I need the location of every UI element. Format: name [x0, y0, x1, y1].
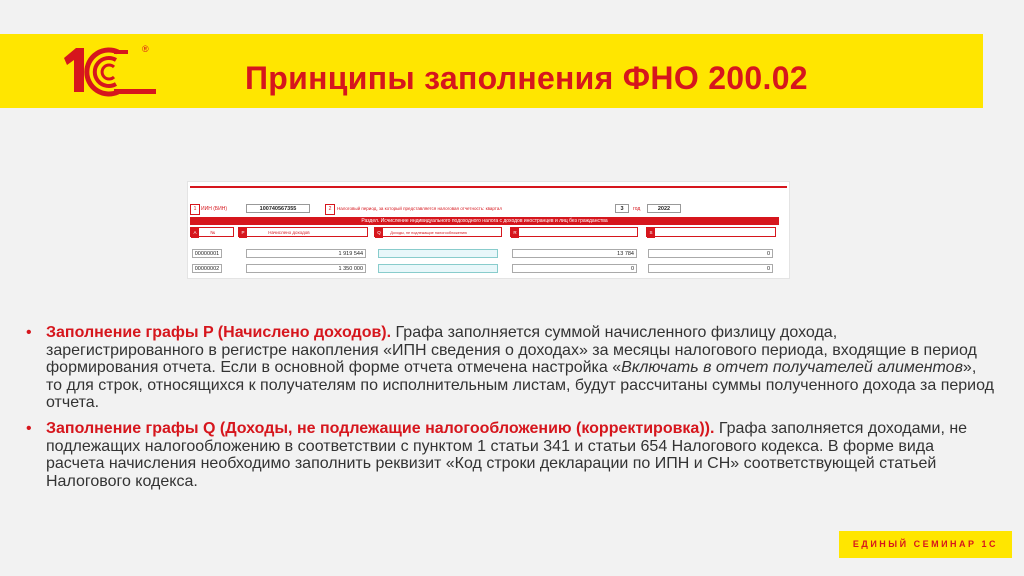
- form-screenshot: [187, 181, 790, 279]
- col-r-letter: R: [511, 228, 519, 238]
- row1-q: [378, 249, 498, 258]
- field2-number: 2: [325, 204, 335, 215]
- col-s-head: [646, 227, 776, 237]
- col-s-letter: S: [647, 228, 655, 238]
- row1-id: 00000001: [192, 249, 222, 258]
- bullet-text-end: », то для строк, относящихся к получателям по исполнительным листам, будут рассчитаны суммы полученного дохода за период отчета.: [46, 359, 994, 412]
- bullet-lead: Заполнение графы P (Начислено доходов).: [46, 324, 392, 341]
- bullet-lead: Заполнение графы Q (Доходы, не подлежащие налогообложению (корректировка)).: [46, 419, 715, 437]
- col-a-letter: A: [191, 228, 199, 238]
- row1-p: 1 919 544: [246, 249, 366, 258]
- col-a-label: №: [210, 230, 216, 235]
- bullet-text: Графа заполняется суммой начисленного физлицу дохода, зарегистрированного в регистре накопления «ИПН сведения о доходах» за месяцы налогового периода, входящие в период формирования отчета. Если в основной форме отчета отмечена настройка «: [46, 324, 977, 377]
- field1-value: 100740567355: [246, 204, 310, 213]
- row2-p: 1 350 000: [246, 264, 366, 273]
- row2-s: 0: [648, 264, 773, 273]
- year-value: 2022: [647, 204, 681, 213]
- col-q-label: Доходы, не подлежащие налогообложению: [390, 231, 467, 235]
- row2-r: 0: [512, 264, 637, 273]
- row1-r: 13 784: [512, 249, 637, 258]
- col-q-head: [374, 227, 502, 237]
- bullet-italic: Включать в отчет получателей алиментов: [621, 359, 963, 377]
- col-a-head: [190, 227, 234, 237]
- row1-s: 0: [648, 249, 773, 258]
- section-title-bar: Раздел. Исчисление индивидуального подоходного налога с доходов иностранцев и лиц без гражданства: [190, 217, 779, 225]
- bullet-dot: •: [26, 419, 32, 437]
- field2-label: Налоговый период, за который представляется налоговая отчетность: квартал: [337, 206, 502, 211]
- field1-label: ИИН (БИН): [201, 206, 228, 212]
- col-q-letter: Q: [375, 228, 383, 238]
- field1-number: 1: [190, 204, 200, 215]
- quarter-value: 3: [615, 204, 629, 213]
- footer-badge: ЕДИНЫЙ СЕМИНАР 1С: [839, 531, 1012, 558]
- page-title: Принципы заполнения ФНО 200.02: [245, 60, 808, 96]
- logo-registered-mark: ®: [142, 44, 149, 54]
- form-top-rule: [190, 186, 787, 188]
- row2-q: [378, 264, 498, 273]
- bullet-item-p: [26, 324, 996, 412]
- row2-id: 00000002: [192, 264, 222, 273]
- bullet-list: [26, 324, 996, 498]
- col-p-letter: P: [239, 228, 247, 238]
- col-r-head: [510, 227, 638, 237]
- col-p-head: [238, 227, 368, 237]
- bullet-item-q: [26, 420, 996, 490]
- col-p-label: Начислено доходов: [268, 230, 310, 235]
- year-label: год: [633, 206, 641, 212]
- bullet-text: Графа заполняется доходами, не подлежащих налогообложению в соответствии с пунктом 1 статьи 341 и статьи 654 Налогового кодекса. В форме вида расчета начисления необходимо заполнить реквизит «Код строки декларации по ИПН и СН» соответствующей статьей Налогового кодекса.: [46, 419, 968, 490]
- logo-1c: [58, 44, 162, 100]
- bullet-dot: •: [26, 324, 32, 341]
